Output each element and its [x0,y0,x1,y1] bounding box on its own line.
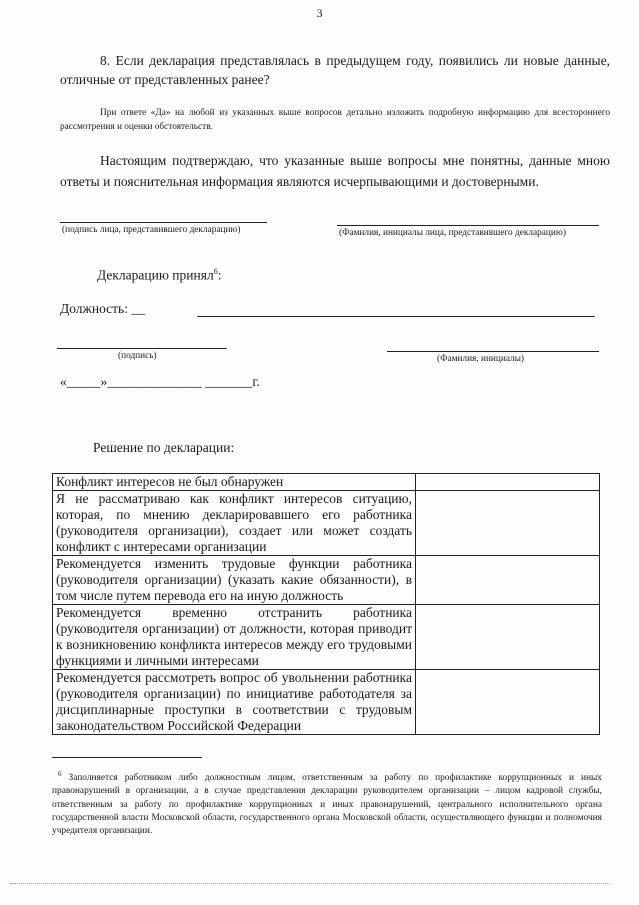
decision-mark-cell[interactable] [416,474,600,491]
footnote-separator [52,757,202,758]
declarant-name-caption: (Фамилия, инициалы лица, представившего декларацию) [339,228,566,238]
decision-option: Рекомендуется временно отстранить работника (руководителя организации) от должности, которая приводит к возникновению конфликта интересов между его трудовыми функциями и личными интересами [53,605,416,670]
declarant-name-line[interactable] [337,225,599,226]
date-line[interactable]: «_____»______________ _______г. [60,374,260,389]
acceptor-name-caption: (Фамилия, инициалы) [437,354,525,364]
footnote [52,768,602,838]
decision-mark-cell[interactable] [416,605,600,670]
position-field-line[interactable] [197,316,595,317]
decision-option: Рекомендуется изменить трудовые функции работника (руководителя организации) (указать какие обязанности), в том числе путем перевода его на иную должность [53,556,416,605]
page-bottom-edge [10,883,610,884]
accepted-by-text: Декларацию принял [97,267,214,283]
declarant-signature-caption: (подпись лица, представившего декларацию) [62,225,241,235]
declarant-signature-line[interactable] [60,222,267,223]
acceptor-signature-caption: (подпись) [118,351,157,361]
decision-row [53,670,600,735]
decision-option: Рекомендуется рассмотреть вопрос об увольнении работника (руководителя организации) по инициативе работодателя за дисциплинарные проступки в соответствии с трудовым законодательством Российской Федерации [53,670,416,735]
decision-title: Решение по декларации: [93,440,235,455]
question-8: 8. Если декларация представлялась в предыдущем году, появились ли новые данные, отличные от представленных ранее? [60,53,610,87]
decision-row [53,474,600,491]
accepted-by-colon: : [217,267,222,283]
position-label: Должность: __ [60,301,145,316]
footnote-ref: 6 [213,267,218,276]
decision-row [53,556,600,605]
decision-mark-cell[interactable] [416,556,600,605]
footnote-number: 6 [58,770,62,778]
page-number: 3 [316,6,323,20]
instruction-note: При ответе «Да» на любой из указанных выше вопросов детально изложить подробную информацию для всестороннего рассмотрения и оценки обстоятельств. [60,108,610,132]
decision-table [52,473,600,735]
acceptor-signature-line[interactable] [57,348,227,349]
footnote-text: Заполняется работником либо должностным лицом, ответственным за работу по профилактике коррупционных и иных правонарушений в организации, а в случае представления декларации руководителем организации – лицом кадровой службы, ответственным за работу по профилактике коррупционных и иных правонарушений, центрального исполнительного органа государственной власти Московской области, государственного органа Московской области, осуществляющего функции и полномочия учредителя организации. [52,773,602,836]
decision-row [53,491,600,556]
decision-row [53,605,600,670]
decision-option: Конфликт интересов не был обнаружен [53,474,416,491]
confirmation-statement: Настоящим подтверждаю, что указанные выше вопросы мне понятны, данные мною ответы и пояснительная информация являются исчерпывающими и достоверными. [60,153,610,189]
accepted-by-label [97,267,221,284]
acceptor-name-line[interactable] [387,351,599,352]
decision-option: Я не рассматриваю как конфликт интересов ситуацию, которая, по мнению декларировавшего его работника (руководителя организации), создает или может создать конфликт с интересами организации [53,491,416,556]
decision-mark-cell[interactable] [416,670,600,735]
decision-mark-cell[interactable] [416,491,600,556]
